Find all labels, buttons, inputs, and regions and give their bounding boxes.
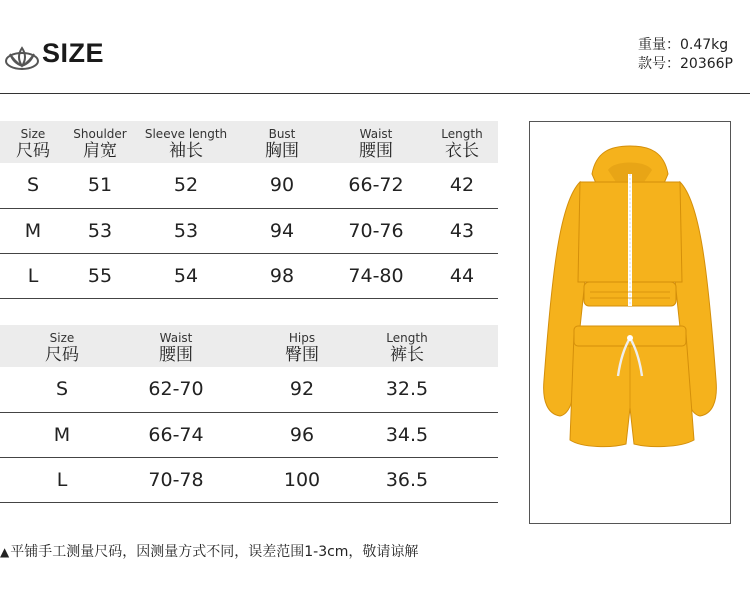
table-row (0, 253, 498, 298)
table-cell: 43 (426, 208, 498, 253)
column-header: Bust 胸围 (238, 121, 326, 163)
table-cell: S (0, 163, 66, 208)
column-header: Shoulder 肩宽 (66, 121, 134, 163)
table-cell: 54 (134, 253, 238, 298)
table-cell: 44 (426, 253, 498, 298)
table-cell: 96 (228, 412, 376, 457)
column-header: Length 裤长 (376, 325, 438, 367)
table-cell (438, 457, 498, 502)
style-number-text: 款号：20366P (638, 56, 733, 72)
table-cell: 74-80 (326, 253, 426, 298)
table-header-row (0, 325, 498, 367)
top-size-table (0, 121, 498, 299)
table-cell: 53 (66, 208, 134, 253)
yellow-hoodie-shorts-set-image (530, 122, 730, 523)
header-divider (0, 93, 750, 94)
product-meta (638, 36, 733, 74)
bottom-size-table (0, 325, 498, 503)
table-cell: 66-74 (124, 412, 228, 457)
column-header: Waist 腰围 (326, 121, 426, 163)
table-cell (438, 367, 498, 412)
table-cell (438, 412, 498, 457)
page-title: SIZE (42, 38, 105, 68)
table-cell: 53 (134, 208, 238, 253)
column-header: Size 尺码 (0, 325, 124, 367)
table-cell: 100 (228, 457, 376, 502)
table-cell: 51 (66, 163, 134, 208)
table-cell: S (0, 367, 124, 412)
column-header (438, 325, 498, 367)
table-cell: 98 (238, 253, 326, 298)
triangle-up-icon: ▲ (0, 545, 10, 559)
table-cell: 66-72 (326, 163, 426, 208)
table-cell: L (0, 457, 124, 502)
table-cell: 34.5 (376, 412, 438, 457)
table-row (0, 163, 498, 208)
table-cell: 36.5 (376, 457, 438, 502)
table-cell: 42 (426, 163, 498, 208)
column-header: Size 尺码 (0, 121, 66, 163)
column-header: Waist 腰围 (124, 325, 228, 367)
column-header: Length 衣长 (426, 121, 498, 163)
table-row (0, 457, 498, 502)
table-cell: 94 (238, 208, 326, 253)
column-header: Sleeve length 袖长 (134, 121, 238, 163)
table-cell: M (0, 412, 124, 457)
table-cell: M (0, 208, 66, 253)
product-photo (529, 121, 731, 524)
table-cell: 52 (134, 163, 238, 208)
header (0, 0, 750, 94)
table-header-row (0, 121, 498, 163)
table-cell: 92 (228, 367, 376, 412)
table-cell: 70-76 (326, 208, 426, 253)
table-row (0, 367, 498, 412)
table-row (0, 412, 498, 457)
measurement-note-text: 平铺手工测量尺码，因测量方式不同，误差范围1-3cm，敬请谅解 (10, 544, 419, 560)
column-header: Hips 臀围 (228, 325, 376, 367)
table-cell: 70-78 (124, 457, 228, 502)
table-row (0, 208, 498, 253)
table-cell: 62-70 (124, 367, 228, 412)
lotus-logo-icon (4, 42, 40, 72)
table-cell: 90 (238, 163, 326, 208)
weight-text: 重量：0.47kg (638, 37, 729, 53)
table-cell: L (0, 253, 66, 298)
measurement-note (0, 541, 418, 561)
table-cell: 55 (66, 253, 134, 298)
table-cell: 32.5 (376, 367, 438, 412)
